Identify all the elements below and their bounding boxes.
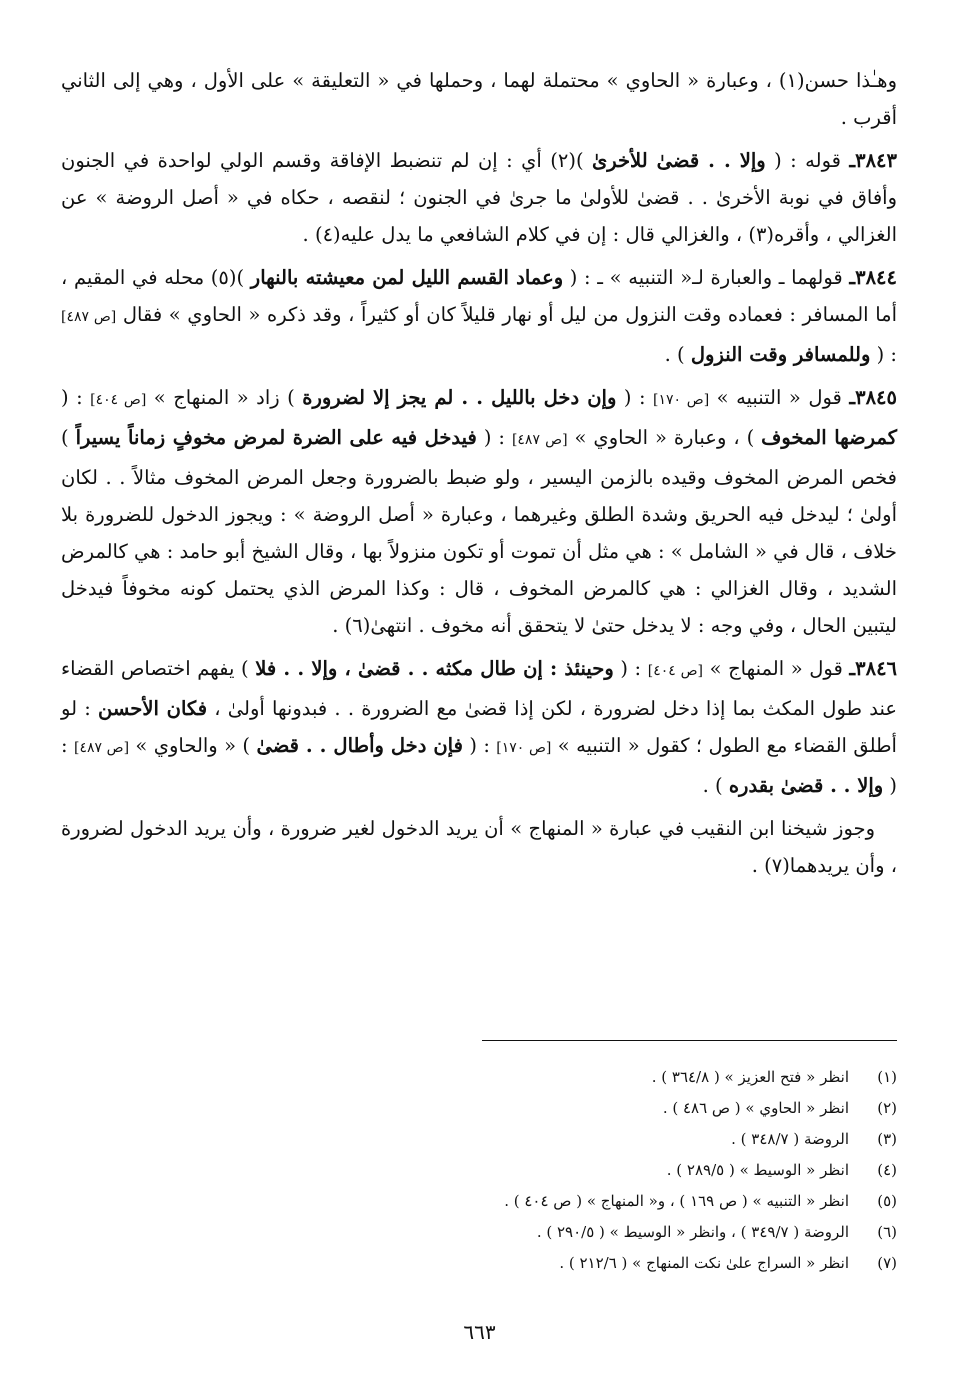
footnote-text: انظر « فتح العزيز » ( ٣٦٤/٨ ) . — [651, 1068, 849, 1086]
paragraph-number: ٣٨٤٥ـ — [849, 386, 897, 409]
page-reference: [ص ٤٨٧] — [61, 309, 117, 325]
quoted-text: كمرضها المخوف — [761, 426, 898, 449]
page-reference: [ص ٤٠٤] — [647, 663, 703, 679]
paragraph-text: )(٢) أي : إن لم تنضبط الإفاقة وقسم الولي لواحدة في الجنون وأفاق في نوبة الأخرىٰ . . قضىٰ للأولىٰ ما جرىٰ في الجنون ؛ لنقصه ، حكاه في « أصل الروضة » عن الغزالي ، وأقره(٣) ، والغزالي قال : إن في كلام الشافعي ما يدل عليه(٤) . — [61, 149, 897, 246]
paragraph-text: وجوز شيخنا ابن النقيب في عبارة « المنهاج » أن يريد الدخول لغير ضرورة ، وأن يريد الدخول لضرورة ، وأن يريدهما(٧) . — [61, 817, 897, 877]
paragraph-text: ) زاد « المنهاج » — [146, 386, 303, 409]
paragraph-text: قولهما ـ والعبارة لـ« التنبيه » ـ : ( — [563, 266, 850, 289]
paragraph-3845 — [61, 379, 897, 644]
footnote-number: (٧) — [877, 1254, 897, 1272]
page-reference: [ص ١٧٠] — [496, 740, 552, 756]
footnote-item — [61, 1248, 897, 1279]
footnote-item — [61, 1186, 897, 1217]
paragraph-3846 — [61, 650, 897, 804]
footnote-text: الروضة ( ٣٤٩/٧ ) ، وانظر « الوسيط » ( ٢٩٠/٥ ) . — [536, 1223, 849, 1241]
page-reference: [ص ٤٠٤] — [90, 392, 147, 408]
paragraph-text: : ( — [61, 386, 91, 409]
paragraph-text: ) « والحاوي » — [129, 734, 257, 757]
paragraph-text: : ( — [462, 734, 497, 757]
quoted-text: فيدخل فيه على الضرة لمرض مخوفٍ زماناً يسيراً — [75, 426, 477, 449]
page-number: ٦٦٣ — [463, 1320, 496, 1344]
paragraph-text: : لو أطلق القضاء مع الطول ؛ كقول « التنبيه » — [61, 697, 897, 757]
footnote-text: انظر « الوسيط » ( ٢٨٩/٥ ) . — [666, 1161, 849, 1179]
page-reference: [ص ٤٨٧] — [511, 432, 568, 448]
paragraph-text: ) . — [702, 774, 729, 797]
paragraph-text: : ( — [613, 657, 648, 680]
footnotes — [61, 1062, 897, 1279]
paragraph-text: : ( — [870, 343, 897, 366]
quoted-text: وللمسافر وقت النزول — [690, 343, 871, 366]
footnote-item — [61, 1093, 897, 1124]
footnote-item — [61, 1124, 897, 1155]
footnote-item — [61, 1062, 897, 1093]
footnote-number: (٤) — [877, 1161, 897, 1179]
paragraph-number: ٣٨٤٦ـ — [849, 657, 898, 680]
paragraph-text: ) . — [664, 343, 691, 366]
footnote-text: انظر « التنبيه » ( ص ١٦٩ ) ، و« المنهاج » ( ص ٤٠٤ ) . — [504, 1192, 849, 1210]
footnote-text: انظر « السراج علىٰ نكت المنهاج » ( ٢١٢/٦ ) . — [559, 1254, 849, 1272]
footnote-number: (٢) — [877, 1099, 897, 1117]
footnote-number: (٦) — [877, 1223, 897, 1241]
footnote-item — [61, 1217, 897, 1248]
quoted-text: وإلا . . قضىٰ بقدره — [728, 774, 884, 797]
paragraph-text: : ( — [476, 426, 512, 449]
paragraph-final — [61, 810, 897, 884]
paragraph-text: : ( — [61, 734, 897, 797]
paragraph-number: ٣٨٤٣ـ — [849, 149, 898, 172]
footnote-divider — [482, 1040, 897, 1041]
paragraph-text: : ( — [616, 386, 654, 409]
paragraph-number: ٣٨٤٤ـ — [849, 266, 897, 289]
quoted-text: وإلا . . قضىٰ للأخرىٰ — [591, 149, 766, 172]
paragraph-3844 — [61, 259, 897, 373]
quoted-text: وحينئذ : إن طال مكثه . . قضىٰ ، وإلا . . فلا — [255, 657, 614, 680]
paragraph-text: وهـٰذا حسن(١) ، وعبارة « الحاوي » محتملة لهما ، وحملها في « التعليقة » على الأول ، وهي إلى الثاني أقرب . — [61, 69, 898, 129]
footnote-text: الروضة ( ٣٤٨/٧ ) . — [731, 1130, 849, 1148]
footnote-number: (١) — [877, 1068, 897, 1086]
footnote-item — [61, 1155, 897, 1186]
quoted-text: وعماد القسم الليل لمن معيشته بالنهار — [250, 266, 564, 289]
emphasis-text: فكان الأحسن — [98, 697, 208, 720]
quoted-text: وإن دخل بالليل . . لم يجز إلا لضرورة — [302, 386, 617, 409]
paragraph-text: ) يفهم اختصاص القضاء عند طول المكث بما إذا دخل لضرورة ، لكن إذا قضىٰ مع الضرورة . . فبدونها أولىٰ ، — [61, 657, 898, 720]
footnote-number: (٥) — [877, 1192, 897, 1210]
paragraph-3843 — [61, 142, 897, 253]
footnote-number: (٣) — [877, 1130, 897, 1148]
quoted-text: فإن دخل وأطال . . قضىٰ — [256, 734, 463, 757]
page-reference: [ص ٤٨٧] — [73, 740, 130, 756]
paragraph-text: ) ، وعبارة « الحاوي » — [567, 426, 762, 449]
paragraph-text: )(٥) محله في المقيم ، أما المسافر : فعماده وقت النزول من ليل أو نهار قليلاً كان أو كثيراً ، وقد ذكره « الحاوي » فقال — [61, 266, 897, 326]
paragraph-text: ) فخص المرض المخوف وقيده بالزمن اليسير ، ولو ضبط بالضرورة وجعل المرض المخوف مثالاً . . لكان أولىٰ ؛ ليدخل فيه الحريق وشدة الطلق وغيرهما ، وعبارة « أصل الروضة » : ويجوز الدخول للضرورة بلا خلاف ، قال في « الشامل » : هي مثل أن تموت أو تكون منزولاً بها ، وقال الشيخ أبو حامد : هي كالمرض الشديد ، وقال الغزالي : هي كالمرض المخوف ، قال : وكذا المرض الذي يحتمل كونه مخوفاً فيدخل ليتبين الحال ، وفي وجه : لا يدخل حتىٰ لا يتحقق أنه مخوف . انتهىٰ(٦) . — [61, 426, 897, 637]
paragraph-text: قول « المنهاج » — [702, 657, 850, 680]
main-text — [61, 62, 897, 884]
page-reference: [ص ١٧٠] — [653, 392, 710, 408]
footnote-text: انظر « الحاوي » ( ص ٤٨٦ ) . — [662, 1099, 849, 1117]
paragraph-text: قوله : ( — [765, 149, 850, 172]
paragraph-text: قول « التنبيه » — [709, 386, 850, 409]
paragraph-continuation — [61, 62, 897, 136]
